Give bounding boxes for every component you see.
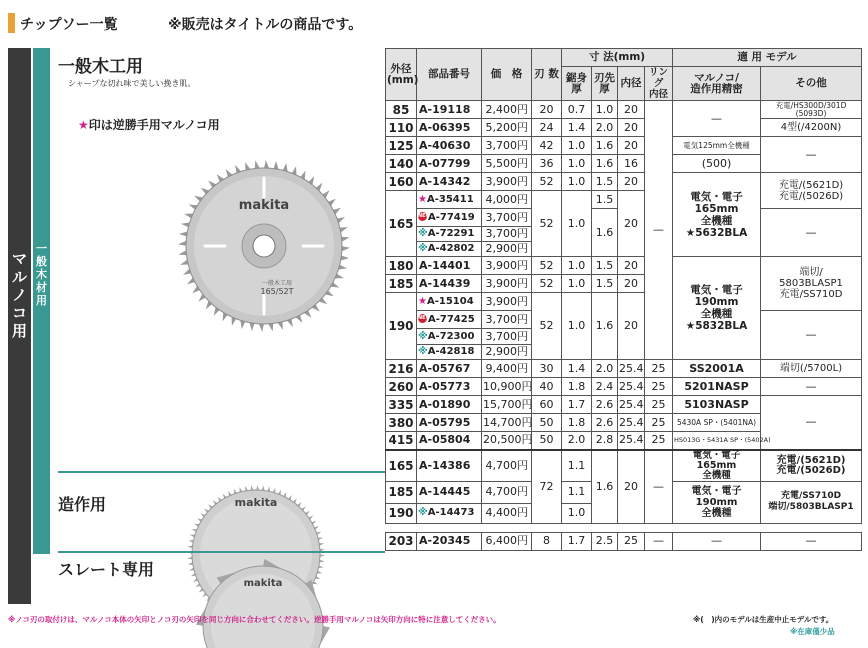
cell-other: 端切(/5700L)	[761, 360, 862, 378]
cell-other: —	[761, 378, 862, 396]
cell-other: 充電/SS710D 端切/5803BLASP1	[761, 481, 862, 523]
col-header-bore: 内径	[618, 67, 645, 101]
cell-part: A-14401	[417, 257, 482, 275]
cell-price: 2,900円	[482, 345, 532, 360]
table-row	[386, 360, 862, 378]
cell-price: 20,500円	[482, 432, 532, 450]
col-header-price: 価 格	[482, 49, 532, 101]
cell-diameter: 140	[386, 155, 417, 173]
cell-tip: 1.6	[592, 450, 618, 524]
cell-price: 6,400円	[482, 532, 532, 550]
cell-part: A-06395	[417, 119, 482, 137]
cell-price: 3,700円	[482, 227, 532, 242]
cell-diameter: 203	[386, 532, 417, 550]
cell-part: ※A-72300	[417, 329, 482, 345]
cell-part: ※A-14473	[417, 503, 482, 523]
reverse-note-text: 印は逆勝手用マルノコ用	[88, 118, 220, 132]
cell-plate: 1.1	[562, 450, 592, 482]
table-spacer	[386, 523, 862, 532]
cell-plate: 1.0	[562, 137, 592, 155]
cell-price: 5,500円	[482, 155, 532, 173]
table-row	[386, 257, 862, 275]
cell-tip: 2.6	[592, 414, 618, 432]
cell-tip: 1.5	[592, 191, 618, 209]
col-header-tip: 刃先 厚	[592, 67, 618, 101]
cell-tip: 2.6	[592, 396, 618, 414]
cell-part: NEWA-77419	[417, 209, 482, 227]
footer-low-stock-note: ※在庫僅少品	[790, 627, 835, 636]
marunoko-165-text: 電気・電子 165mm 全機種 ★5632BLA	[685, 190, 748, 239]
cell-price: 3,700円	[482, 329, 532, 345]
cell-marunoko	[673, 173, 761, 257]
col-header-part: 部品番号	[417, 49, 482, 101]
cell-diameter: 160	[386, 173, 417, 191]
reverse-note	[78, 116, 220, 133]
cell-other: 4型(/4200N)	[761, 119, 862, 137]
cell-price: 3,900円	[482, 173, 532, 191]
cell-tip: 1.5	[592, 257, 618, 275]
table-row	[386, 101, 862, 119]
cell-diameter: 190	[386, 503, 417, 523]
cell-bore: 20	[618, 137, 645, 155]
section-divider-slate	[58, 551, 385, 553]
cell-part: ★A-35411	[417, 191, 482, 209]
cell-part: A-05773	[417, 378, 482, 396]
col-header-teeth: 刃 数	[532, 49, 562, 101]
cell-price: 2,400円	[482, 101, 532, 119]
cell-diameter: 110	[386, 119, 417, 137]
cell-marunoko: SS2001A	[673, 360, 761, 378]
cell-ring: —	[645, 532, 673, 550]
cell-diameter: 415	[386, 432, 417, 450]
cell-plate: 1.0	[562, 173, 592, 191]
cell-price: 10,900円	[482, 378, 532, 396]
section-divider-zosaku	[58, 471, 385, 473]
cell-marunoko: —	[673, 532, 761, 550]
cell-price: 4,700円	[482, 450, 532, 482]
cell-price: 3,900円	[482, 257, 532, 275]
blade-size: 165/52T	[260, 287, 294, 296]
cell-plate: 1.7	[562, 532, 592, 550]
cell-teeth: 50	[532, 432, 562, 450]
cell-ring: 25	[645, 414, 673, 432]
col-header-ring: リング 内径	[645, 67, 673, 101]
cell-diameter: 185	[386, 481, 417, 503]
cell-bore: 25	[618, 532, 645, 550]
cell-other: 充電/HS300D/301D (5093D)	[761, 101, 862, 119]
cell-tip: 2.4	[592, 378, 618, 396]
col-header-dims: 寸 法(mm)	[562, 49, 673, 67]
cell-price: 3,700円	[482, 209, 532, 227]
cell-marunoko: 電気・電子 190mm 全機種 ★5832BLA	[673, 257, 761, 360]
table-row	[386, 532, 862, 550]
cell-bore: 20	[618, 450, 645, 524]
cell-part: A-14445	[417, 481, 482, 503]
cell-part: ※A-42802	[417, 242, 482, 257]
cell-price: 4,700円	[482, 481, 532, 503]
cell-part: A-01890	[417, 396, 482, 414]
blade-type: 一般木工用	[261, 280, 293, 287]
cell-part: A-05767	[417, 360, 482, 378]
cell-bore: 20	[618, 293, 645, 360]
cell-price: 3,700円	[482, 137, 532, 155]
cell-price: 15,700円	[482, 396, 532, 414]
cell-teeth: 52	[532, 275, 562, 293]
page-title: チップソー一覧	[20, 17, 118, 33]
cell-diameter: 165	[386, 191, 417, 257]
cell-diameter: 165	[386, 450, 417, 482]
footer-discontinued-note: ※( )内のモデルは生産中止モデルです。	[693, 615, 834, 624]
cell-part: ※A-42818	[417, 345, 482, 360]
cell-ring: —	[645, 450, 673, 524]
table-row	[386, 378, 862, 396]
cell-bore: 16	[618, 155, 645, 173]
table-row	[386, 119, 862, 137]
cell-part: A-19118	[417, 101, 482, 119]
cell-marunoko: 電気・電子 190mm 全機種	[673, 481, 761, 523]
star-mark: ★	[78, 118, 89, 132]
col-header-other: その他	[761, 67, 862, 101]
cell-bore: 25.4	[618, 432, 645, 450]
cell-marunoko: (500)	[673, 155, 761, 173]
cell-bore: 25.4	[618, 396, 645, 414]
cell-ring: 25	[645, 396, 673, 414]
cell-tip: 2.0	[592, 119, 618, 137]
cell-part: A-05795	[417, 414, 482, 432]
cell-price: 3,900円	[482, 293, 532, 311]
cell-marunoko: HS013G・5431A SP・(5402A)	[673, 432, 761, 450]
cell-part: ★A-15104	[417, 293, 482, 311]
cell-part: A-05804	[417, 432, 482, 450]
cell-bore: 20	[618, 119, 645, 137]
cell-price: 5,200円	[482, 119, 532, 137]
cell-tip: 1.5	[592, 173, 618, 191]
section-title-general: 一般木工用	[58, 57, 143, 77]
cell-teeth: 24	[532, 119, 562, 137]
cell-plate: 1.1	[562, 481, 592, 503]
cell-part: A-14439	[417, 275, 482, 293]
cell-tip: 1.6	[592, 155, 618, 173]
cell-teeth: 8	[532, 532, 562, 550]
cell-price: 4,400円	[482, 503, 532, 523]
cell-bore: 20	[618, 257, 645, 275]
cell-teeth: 40	[532, 378, 562, 396]
cell-tip: 1.5	[592, 275, 618, 293]
blade-zosaku-brand: makita	[234, 496, 278, 509]
side-subcategory-label: 一般木材用	[36, 242, 47, 307]
cell-bore: 20	[618, 275, 645, 293]
cell-tip: 2.8	[592, 432, 618, 450]
cell-teeth: 52	[532, 257, 562, 275]
cell-plate: 1.4	[562, 360, 592, 378]
section-title-zosaku: 造作用	[58, 495, 107, 514]
cell-diameter: 380	[386, 414, 417, 432]
cell-price: 3,900円	[482, 275, 532, 293]
cell-part: A-20345	[417, 532, 482, 550]
cell-marunoko: —	[673, 101, 761, 137]
col-header-plate: 鋸身 厚	[562, 67, 592, 101]
cell-plate: 1.4	[562, 119, 592, 137]
cell-bore: 25.4	[618, 360, 645, 378]
cell-plate: 1.0	[562, 503, 592, 523]
cell-marunoko: 5201NASP	[673, 378, 761, 396]
cell-teeth: 60	[532, 396, 562, 414]
cell-part: A-14342	[417, 173, 482, 191]
cell-part: NEWA-77425	[417, 311, 482, 329]
cell-tip: 1.6	[592, 209, 618, 257]
header-accent-bar	[8, 13, 15, 33]
cell-other: —	[761, 137, 862, 173]
cell-marunoko: 電気・電子165mm 全機種	[673, 450, 761, 482]
spec-table	[385, 48, 862, 551]
section-title-slate: スレート専用	[58, 560, 155, 579]
cell-plate: 1.8	[562, 378, 592, 396]
cell-teeth: 52	[532, 191, 562, 257]
cell-diameter: 180	[386, 257, 417, 275]
new-badge: NEW	[418, 213, 432, 219]
cell-ring: 25	[645, 360, 673, 378]
col-header-diameter: 外径 (mm)	[386, 49, 417, 101]
cell-price: 4,000円	[482, 191, 532, 209]
cell-diameter: 85	[386, 101, 417, 119]
cell-price: 9,400円	[482, 360, 532, 378]
header-note: ※販売はタイトルの商品です。	[168, 17, 363, 33]
cell-teeth: 72	[532, 450, 562, 524]
cell-tip: 2.5	[592, 532, 618, 550]
cell-plate: 1.0	[562, 191, 592, 257]
cell-part: ※A-72291	[417, 227, 482, 242]
cell-plate: 1.0	[562, 155, 592, 173]
cell-diameter: 185	[386, 275, 417, 293]
table-row	[386, 137, 862, 155]
cell-price: 2,900円	[482, 242, 532, 257]
cell-bore: 20	[618, 101, 645, 119]
footer-warning: ※ノコ刃の取付けは、マルノコ本体の矢印とノコ刃の矢印を同じ方向に合わせてください。逆勝手用マルノコは矢印方向に特に注意してください。	[8, 615, 501, 624]
cell-bore: 25.4	[618, 378, 645, 396]
cell-other: —	[761, 311, 862, 360]
cell-plate: 1.0	[562, 275, 592, 293]
cell-marunoko: 5430A SP・(5401NA)	[673, 414, 761, 432]
cell-diameter: 260	[386, 378, 417, 396]
cell-tip: 1.0	[592, 101, 618, 119]
cell-bore: 25.4	[618, 414, 645, 432]
cell-price: 3,700円	[482, 311, 532, 329]
saw-blade-slate-image	[198, 560, 328, 608]
cell-other: 充電/(5621D) 充電/(5026D)	[761, 173, 862, 209]
table-row	[386, 396, 862, 414]
cell-diameter: 190	[386, 293, 417, 360]
cell-teeth: 30	[532, 360, 562, 378]
cell-plate: 2.0	[562, 432, 592, 450]
cell-ring: 25	[645, 432, 673, 450]
blade-slate-brand: makita	[243, 578, 283, 589]
cell-plate: 0.7	[562, 101, 592, 119]
cell-teeth: 36	[532, 155, 562, 173]
table-row	[386, 173, 862, 191]
cell-part: A-40630	[417, 137, 482, 155]
cell-marunoko: 電気125mm全機種	[673, 137, 761, 155]
cell-tip: 1.6	[592, 293, 618, 360]
cell-teeth: 20	[532, 101, 562, 119]
table-row	[386, 450, 862, 482]
side-category-label: マルノコ用	[11, 250, 27, 340]
cell-part: A-14386	[417, 450, 482, 482]
cell-teeth: 42	[532, 137, 562, 155]
cell-other: —	[761, 532, 862, 550]
cell-teeth: 52	[532, 293, 562, 360]
cell-bore: 20	[618, 173, 645, 191]
cell-marunoko: 5103NASP	[673, 396, 761, 414]
cell-plate: 1.7	[562, 396, 592, 414]
cell-other: 充電/(5621D) 充電/(5026D)	[761, 450, 862, 482]
cell-other: —	[761, 209, 862, 257]
cell-ring: —	[645, 101, 673, 360]
cell-bore: 20	[618, 191, 645, 257]
col-header-marunoko: マルノコ/ 造作用精密	[673, 67, 761, 101]
cell-tip: 1.6	[592, 137, 618, 155]
cell-plate: 1.8	[562, 414, 592, 432]
cell-diameter: 216	[386, 360, 417, 378]
cell-teeth: 52	[532, 173, 562, 191]
cell-ring: 25	[645, 378, 673, 396]
section-subtitle-general: シャープな切れ味で美しい挽き肌。	[68, 79, 196, 88]
cell-teeth: 50	[532, 414, 562, 432]
col-header-models: 適 用 モデル	[673, 49, 862, 67]
cell-other: 端切/ 5803BLASP1 充電/SS710D	[761, 257, 862, 311]
cell-part: A-07799	[417, 155, 482, 173]
saw-blade-zosaku-image	[186, 476, 326, 554]
saw-blade-main-image	[175, 157, 353, 335]
new-badge: NEW	[418, 315, 432, 321]
cell-tip: 2.0	[592, 360, 618, 378]
cell-price: 14,700円	[482, 414, 532, 432]
cell-diameter: 335	[386, 396, 417, 414]
cell-plate: 1.0	[562, 293, 592, 360]
cell-plate: 1.0	[562, 257, 592, 275]
cell-diameter: 125	[386, 137, 417, 155]
cell-other: —	[761, 396, 862, 450]
blade-brand: makita	[238, 198, 290, 213]
